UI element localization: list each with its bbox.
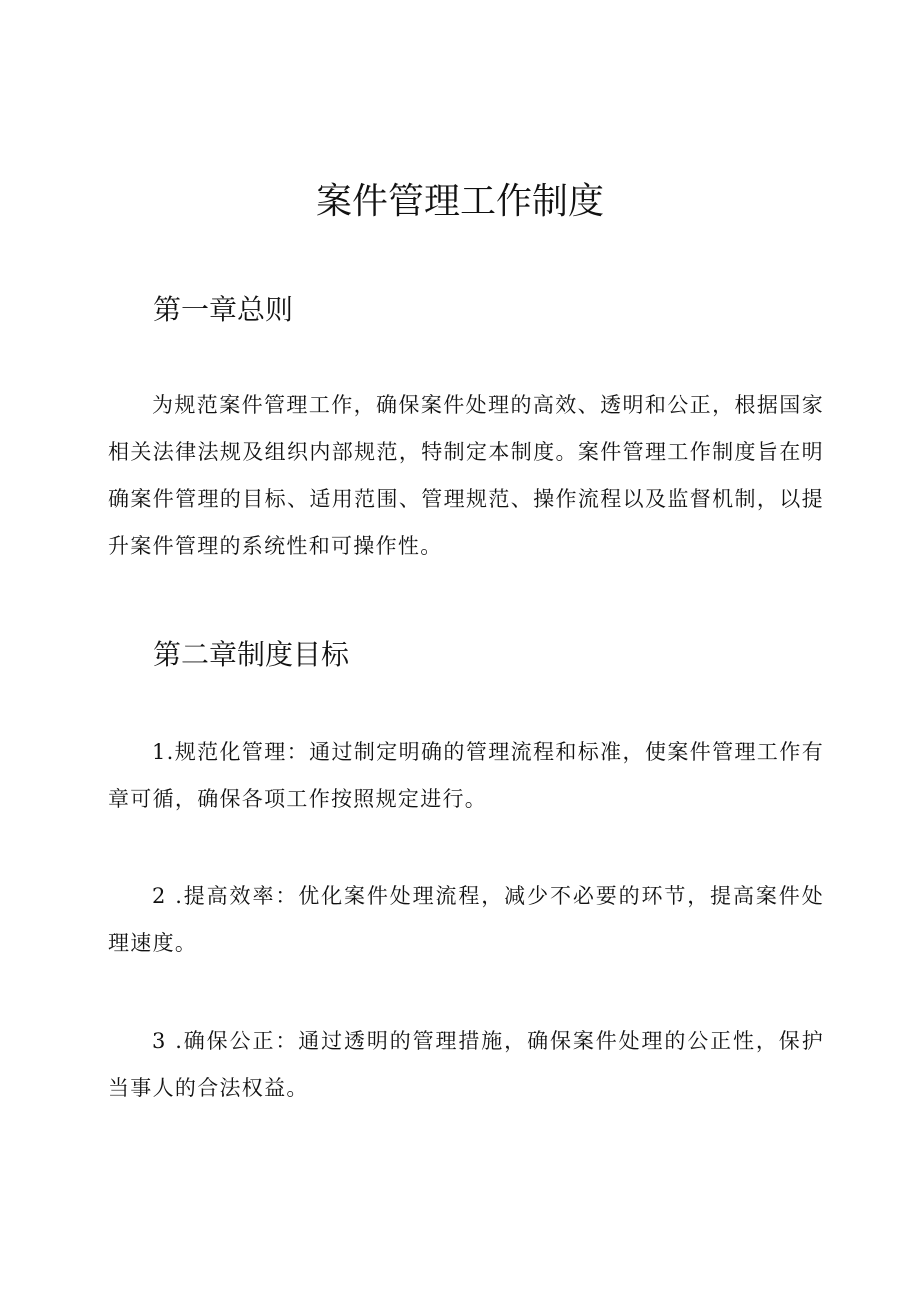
goal-item-3: 3 .确保公正：通过透明的管理措施，确保案件处理的公正性，保护当事人的合法权益。 [108,1029,824,1100]
document-title: 案件管理工作制度 [315,181,604,222]
chapter1-heading: 第一章总则 [153,293,294,326]
chapter1-paragraph: 为规范案件管理工作，确保案件处理的高效、透明和公正，根据国家相关法律法规及组织内部规范，特制定本制度。案件管理工作制度旨在明确案件管理的目标、适用范围、管理规范、操作流程以及监督机制，以提升案件管理的系统性和可操作性。 [108,393,824,558]
chapter2-heading: 第二章制度目标 [153,638,350,671]
goal-item-1: 1.规范化管理：通过制定明确的管理流程和标准，使案件管理工作有章可循，确保各项工作按照规定进行。 [108,740,824,811]
goal-item-2: 2 .提高效率：优化案件处理流程，减少不必要的环节，提高案件处理速度。 [108,884,824,955]
